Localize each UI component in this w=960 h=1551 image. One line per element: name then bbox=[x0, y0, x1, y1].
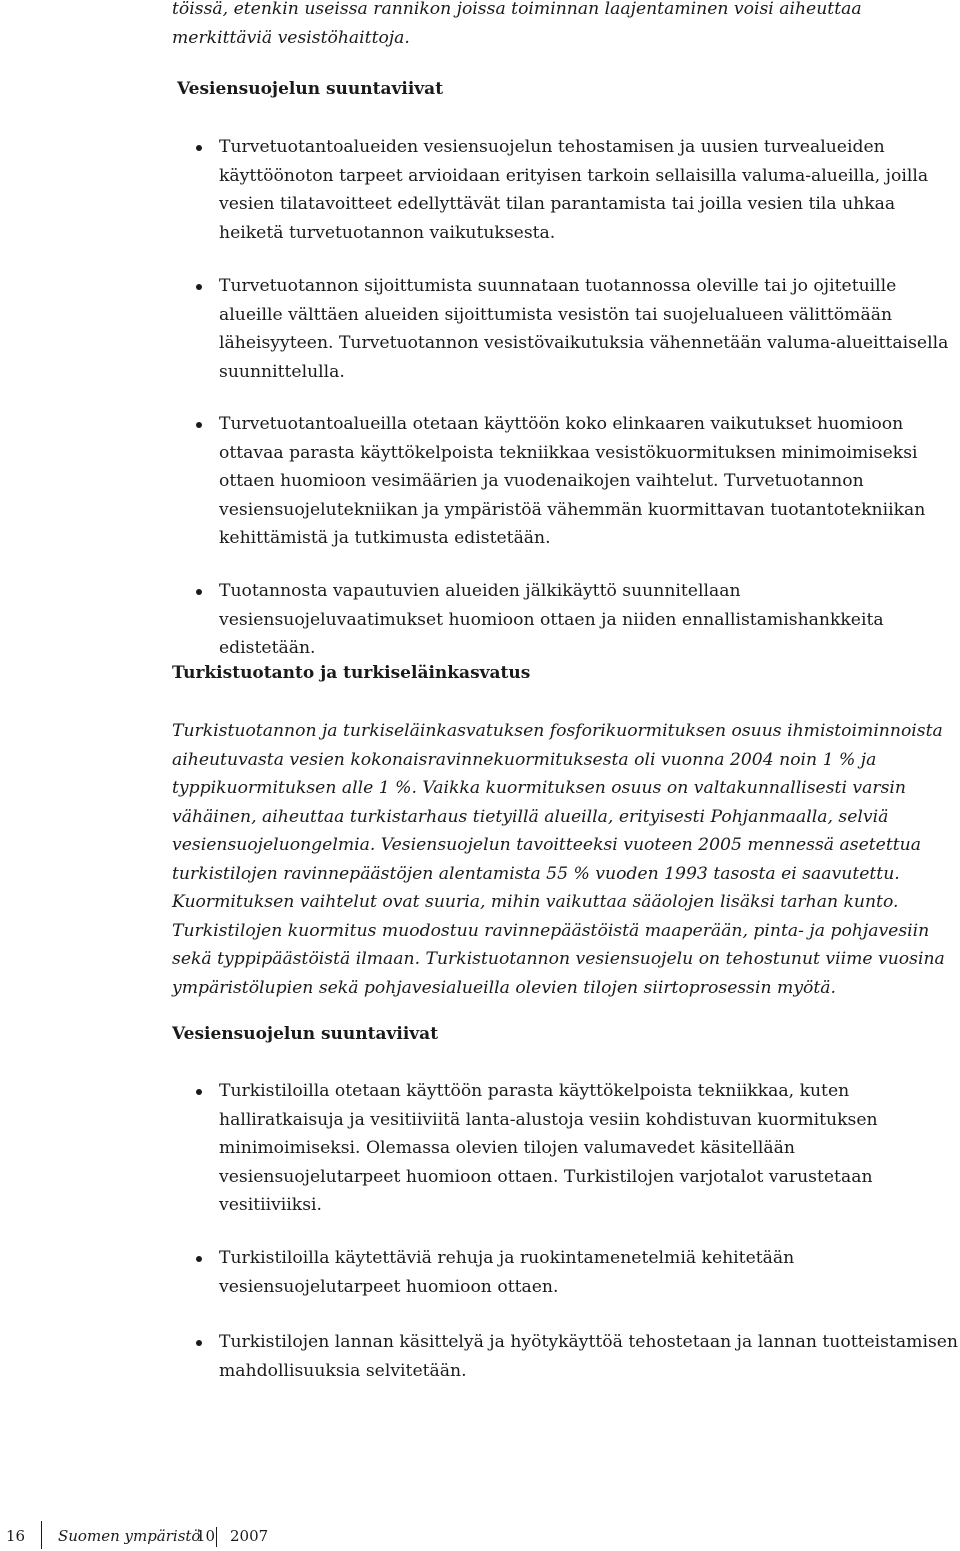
list-item: Turvetuotannon sijoittumista suunnataan tuotannossa oleville tai jo ojitetuille alueille välttäen alueiden sijoittumista vesistön tai suojelualueen välittömään läheisyyteen. Turvetuotannon vesistövaikutuksia vähennetään valuma-alueittaisella suunnittelulla. bbox=[219, 272, 959, 386]
footer-divider bbox=[216, 1527, 217, 1547]
list-item: Turvetuotantoalueiden vesiensuojelun tehostamisen ja uusien turvealueiden käyttöönoton tarpeet arvioidaan erityisen tarkoin sellaisilla valuma-alueilla, joilla vesien tilatavoitteet edellyttävät tilan parantamista tai joilla vesien tila uhkaa heiketä turvetuotannon vaikutuksesta. bbox=[219, 133, 959, 247]
section-heading-fur: Turkistuotanto ja turkiseläinkasvatus bbox=[172, 663, 531, 683]
page-number: 16 bbox=[6, 1527, 26, 1545]
intro-fragment: töissä, etenkin useissa rannikon joissa toiminnan laajentaminen voisi aiheuttaa merkittäviä vesistöhaittoja. bbox=[172, 0, 862, 48]
footer-divider bbox=[41, 1521, 42, 1549]
publication-name: Suomen ympäristö bbox=[58, 1527, 201, 1545]
list-item: Turvetuotantoalueilla otetaan käyttöön koko elinkaaren vaikutukset huomioon ottavaa parasta käyttökelpoista tekniikkaa vesistökuormituksen minimoimiseksi ottaen huomioon vesimäärien ja vuodenaikojen vaihtelut. Turvetuotannon vesiensuojelutekniikan ja ympäristöä vähemmän kuormittavan tuotantotekniikan kehittämistä ja tutkimusta edistetään. bbox=[219, 410, 959, 553]
page-footer bbox=[0, 1527, 960, 1551]
section-heading-fur-guidelines: Vesiensuojelun suuntaviivat bbox=[172, 1024, 439, 1044]
publication-year: 2007 bbox=[230, 1527, 269, 1545]
issue-number: 10 bbox=[196, 1527, 216, 1545]
list-item: Tuotannosta vapautuvien alueiden jälkikäyttö suunnitellaan vesiensuojeluvaatimukset huomioon ottaen ja niiden ennallistamishankkeita edistetään. bbox=[219, 577, 959, 663]
list-item: Turkistiloilla otetaan käyttöön parasta käyttökelpoista tekniikkaa, kuten halliratkaisuja ja vesitiiviitä lanta-alustoja vesiin kohdistuvan kuormituksen minimoimiseksi. Olemassa olevien tilojen valumavedet käsitellään vesiensuojelutarpeet huomioon ottaen. Turkistilojen varjotalot varustetaan vesitiiviiksi. bbox=[219, 1077, 959, 1220]
section-heading-peat: Vesiensuojelun suuntaviivat bbox=[177, 79, 444, 99]
fur-paragraph: Turkistuotannon ja turkiseläinkasvatuksen fosforikuormituksen osuus ihmistoiminnoista aiheutuvasta vesien kokonaisravinnekuormituksesta oli vuonna 2004 noin 1 % ja typpikuormituksen alle 1 %. Vaikka kuormituksen osuus on valtakunnallisesti varsin vähäinen, aiheuttaa turkistarhaus tietyillä alueilla, erityisesti Pohjanmaalla, selviä vesiensuojeluongelmia. Vesiensuojelun tavoitteeksi vuoteen 2005 mennessä asetettua turkistilojen ravinnepäästöjen alentamista 55 % vuoden 1993 tasosta ei saavutettu. Kuormituksen vaihtelut ovat suuria, mihin vaikuttaa sääolojen lisäksi tarhan kunto. Turkistilojen kuormitus muodostuu ravinnepäästöistä maaperään, pinta- ja pohjavesiin sekä typpipäästöistä ilmaan. Turkistuotannon vesiensuojelu on tehostunut viime vuosina ympäristölupien sekä pohjavesialueilla olevien tilojen siirtoprosessin myötä. bbox=[172, 721, 945, 998]
list-item: Turkistilojen lannan käsittelyä ja hyötykäyttöä tehostetaan ja lannan tuotteistamisen mahdollisuuksia selvitetään. bbox=[219, 1328, 959, 1385]
list-item: Turkistiloilla käytettäviä rehuja ja ruokintamenetelmiä kehitetään vesiensuojelutarpeet huomioon ottaen. bbox=[219, 1244, 959, 1301]
